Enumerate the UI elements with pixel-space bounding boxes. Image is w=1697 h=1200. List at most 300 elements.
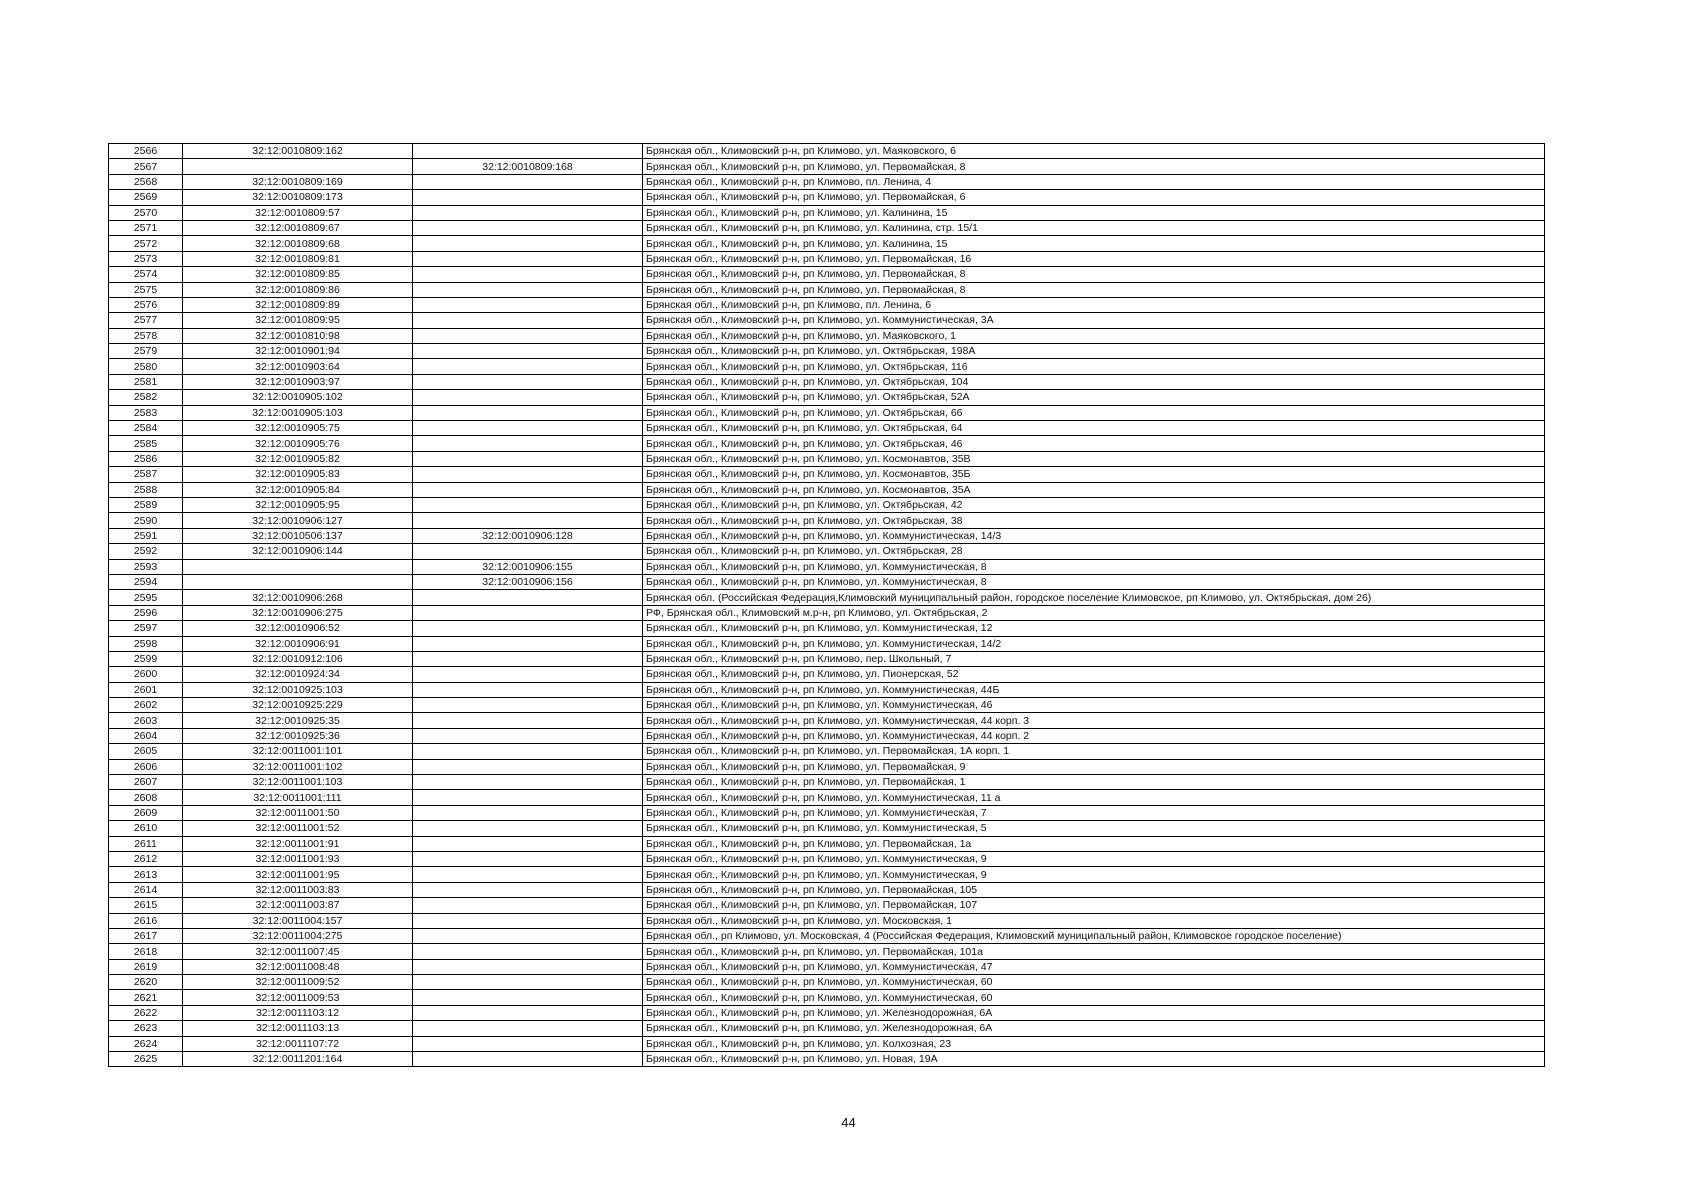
cadastral-number-cell: 32:12:0010924:34 xyxy=(183,667,413,682)
row-number-cell: 2588 xyxy=(109,482,183,497)
row-number-cell: 2595 xyxy=(109,590,183,605)
related-cadastral-number-cell xyxy=(413,744,643,759)
cadastral-number-cell: 32:12:0011009:52 xyxy=(183,975,413,990)
cadastral-number-cell: 32:12:0011103:13 xyxy=(183,1021,413,1036)
related-cadastral-number-cell xyxy=(413,667,643,682)
table-row xyxy=(109,528,1545,543)
address-cell: Брянская обл., Климовский р-н, рп Климово, ул. Первомайская, 1а xyxy=(643,836,1545,851)
table-row xyxy=(109,667,1545,682)
row-number-cell: 2621 xyxy=(109,990,183,1005)
related-cadastral-number-cell xyxy=(413,913,643,928)
table-row xyxy=(109,482,1545,497)
address-cell: Брянская обл., Климовский р-н, рп Климово, ул. Коммунистическая, 3А xyxy=(643,313,1545,328)
related-cadastral-number-cell xyxy=(413,882,643,897)
address-cell: Брянская обл., Климовский р-н, рп Климово, ул. Новая, 19А xyxy=(643,1052,1545,1067)
address-cell: Брянская обл. (Российская Федерация,Климовский муниципальный район, городское поселение Климовское, рп Климово, ул. Октябрьская, дом 26) xyxy=(643,590,1545,605)
cadastral-number-cell: 32:12:0010925:229 xyxy=(183,698,413,713)
related-cadastral-number-cell xyxy=(413,267,643,282)
related-cadastral-number-cell xyxy=(413,405,643,420)
address-cell: Брянская обл., Климовский р-н, рп Климово, ул. Коммунистическая, 5 xyxy=(643,821,1545,836)
related-cadastral-number-cell xyxy=(413,374,643,389)
table-row xyxy=(109,898,1545,913)
cadastral-number-cell: 32:12:0010903:97 xyxy=(183,374,413,389)
address-cell: Брянская обл., Климовский р-н, рп Климово, ул. Маяковского, 1 xyxy=(643,328,1545,343)
address-cell: Брянская обл., Климовский р-н, рп Климово, ул. Коммунистическая, 8 xyxy=(643,574,1545,589)
related-cadastral-number-cell xyxy=(413,867,643,882)
table-row xyxy=(109,698,1545,713)
row-number-cell: 2575 xyxy=(109,282,183,297)
row-number-cell: 2619 xyxy=(109,959,183,974)
related-cadastral-number-cell xyxy=(413,313,643,328)
cadastral-number-cell: 32:12:0010905:84 xyxy=(183,482,413,497)
row-number-cell: 2616 xyxy=(109,913,183,928)
address-cell: Брянская обл., Климовский р-н, рп Климово, ул. Октябрьская, 66 xyxy=(643,405,1545,420)
address-cell: Брянская обл., Климовский р-н, рп Климово, ул. Коммунистическая, 47 xyxy=(643,959,1545,974)
table-row xyxy=(109,1005,1545,1020)
row-number-cell: 2591 xyxy=(109,528,183,543)
row-number-cell: 2612 xyxy=(109,851,183,866)
related-cadastral-number-cell: 32:12:0010906:155 xyxy=(413,559,643,574)
related-cadastral-number-cell xyxy=(413,251,643,266)
row-number-cell: 2590 xyxy=(109,513,183,528)
table-row xyxy=(109,190,1545,205)
address-cell: Брянская обл., Климовский р-н, рп Климово, ул. Железнодорожная, 6А xyxy=(643,1021,1545,1036)
related-cadastral-number-cell xyxy=(413,636,643,651)
table-row xyxy=(109,544,1545,559)
cadastral-number-cell: 32:12:0011008:48 xyxy=(183,959,413,974)
cadastral-number-cell: 32:12:0011107:72 xyxy=(183,1036,413,1051)
related-cadastral-number-cell xyxy=(413,513,643,528)
row-number-cell: 2608 xyxy=(109,790,183,805)
address-cell: Брянская обл., Климовский р-н, рп Климово, ул. Октябрьская, 104 xyxy=(643,374,1545,389)
table-row xyxy=(109,451,1545,466)
cadastral-number-cell: 32:12:0010906:91 xyxy=(183,636,413,651)
related-cadastral-number-cell xyxy=(413,144,643,159)
row-number-cell: 2601 xyxy=(109,682,183,697)
address-cell: Брянская обл., Климовский р-н, рп Климово, ул. Октябрьская, 52А xyxy=(643,390,1545,405)
cadastral-number-cell: 32:12:0010809:85 xyxy=(183,267,413,282)
row-number-cell: 2576 xyxy=(109,297,183,312)
related-cadastral-number-cell xyxy=(413,1052,643,1067)
table-row xyxy=(109,159,1545,174)
cadastral-number-cell: 32:12:0011001:50 xyxy=(183,805,413,820)
row-number-cell: 2605 xyxy=(109,744,183,759)
cadastral-number-cell: 32:12:0010905:83 xyxy=(183,467,413,482)
address-cell: Брянская обл., Климовский р-н, рп Климово, ул. Первомайская, 8 xyxy=(643,159,1545,174)
related-cadastral-number-cell xyxy=(413,975,643,990)
related-cadastral-number-cell xyxy=(413,1005,643,1020)
table-row xyxy=(109,790,1545,805)
address-cell: Брянская обл., Климовский р-н, рп Климово, ул. Октябрьская, 198А xyxy=(643,344,1545,359)
row-number-cell: 2572 xyxy=(109,236,183,251)
cadastral-number-cell xyxy=(183,574,413,589)
row-number-cell: 2589 xyxy=(109,497,183,512)
table-row xyxy=(109,513,1545,528)
table-row xyxy=(109,928,1545,943)
address-cell: Брянская обл., Климовский р-н, рп Климово, ул. Коммунистическая, 44 корп. 3 xyxy=(643,713,1545,728)
address-cell: Брянская обл., Климовский р-н, рп Климово, пер. Школьный, 7 xyxy=(643,651,1545,666)
table-row xyxy=(109,497,1545,512)
row-number-cell: 2582 xyxy=(109,390,183,405)
address-cell: Брянская обл., Климовский р-н, рп Климово, ул. Коммунистическая, 44Б xyxy=(643,682,1545,697)
address-cell: Брянская обл., Климовский р-н, рп Климово, ул. Колхозная, 23 xyxy=(643,1036,1545,1051)
row-number-cell: 2579 xyxy=(109,344,183,359)
address-cell: Брянская обл., Климовский р-н, рп Климово, ул. Первомайская, 1 xyxy=(643,775,1545,790)
cadastral-number-cell: 32:12:0010906:275 xyxy=(183,605,413,620)
address-cell: Брянская обл., Климовский р-н, рп Климово, ул. Первомайская, 101а xyxy=(643,944,1545,959)
cadastral-number-cell: 32:12:0010809:169 xyxy=(183,174,413,189)
address-cell: Брянская обл., Климовский р-н, рп Климово, пл. Ленина, 6 xyxy=(643,297,1545,312)
related-cadastral-number-cell xyxy=(413,205,643,220)
cadastral-number-cell: 32:12:0011001:91 xyxy=(183,836,413,851)
related-cadastral-number-cell xyxy=(413,959,643,974)
row-number-cell: 2625 xyxy=(109,1052,183,1067)
table-row xyxy=(109,390,1545,405)
row-number-cell: 2566 xyxy=(109,144,183,159)
address-cell: Брянская обл., Климовский р-н, рп Климово, ул. Первомайская, 6 xyxy=(643,190,1545,205)
address-cell: Брянская обл., Климовский р-н, рп Климово, ул. Первомайская, 105 xyxy=(643,882,1545,897)
row-number-cell: 2598 xyxy=(109,636,183,651)
table-row xyxy=(109,590,1545,605)
cadastral-number-cell: 32:12:0011004:157 xyxy=(183,913,413,928)
table-row xyxy=(109,836,1545,851)
table-row xyxy=(109,236,1545,251)
row-number-cell: 2618 xyxy=(109,944,183,959)
cadastral-number-cell: 32:12:0011001:52 xyxy=(183,821,413,836)
address-cell: Брянская обл., Климовский р-н, рп Климово, ул. Железнодорожная, 6А xyxy=(643,1005,1545,1020)
row-number-cell: 2584 xyxy=(109,421,183,436)
cadastral-number-cell: 32:12:0011001:102 xyxy=(183,759,413,774)
table-row xyxy=(109,220,1545,235)
related-cadastral-number-cell xyxy=(413,344,643,359)
table-row xyxy=(109,913,1545,928)
address-cell: Брянская обл., Климовский р-н, рп Климово, ул. Космонавтов, 35А xyxy=(643,482,1545,497)
cadastral-number-cell: 32:12:0010906:144 xyxy=(183,544,413,559)
cadastral-number-cell: 32:12:0010905:103 xyxy=(183,405,413,420)
related-cadastral-number-cell xyxy=(413,436,643,451)
cadastral-number-cell: 32:12:0010809:57 xyxy=(183,205,413,220)
related-cadastral-number-cell xyxy=(413,621,643,636)
cadastral-number-cell: 32:12:0011001:111 xyxy=(183,790,413,805)
table-row xyxy=(109,821,1545,836)
related-cadastral-number-cell xyxy=(413,713,643,728)
address-cell: Брянская обл., Климовский р-н, рп Климово, ул. Коммунистическая, 9 xyxy=(643,851,1545,866)
related-cadastral-number-cell xyxy=(413,497,643,512)
address-cell: Брянская обл., Климовский р-н, рп Климово, ул. Первомайская, 8 xyxy=(643,267,1545,282)
cadastral-number-cell: 32:12:0010809:81 xyxy=(183,251,413,266)
row-number-cell: 2593 xyxy=(109,559,183,574)
row-number-cell: 2580 xyxy=(109,359,183,374)
related-cadastral-number-cell xyxy=(413,390,643,405)
related-cadastral-number-cell: 32:12:0010906:128 xyxy=(413,528,643,543)
cadastral-number-cell: 32:12:0010809:95 xyxy=(183,313,413,328)
cadastral-number-cell: 32:12:0011004:275 xyxy=(183,928,413,943)
cadastral-number-cell: 32:12:0010912:106 xyxy=(183,651,413,666)
table-row xyxy=(109,297,1545,312)
table-row xyxy=(109,436,1545,451)
related-cadastral-number-cell xyxy=(413,297,643,312)
address-cell: Брянская обл., Климовский р-н, рп Климово, ул. Маяковского, 6 xyxy=(643,144,1545,159)
cadastral-number-cell: 32:12:0010905:76 xyxy=(183,436,413,451)
table-row xyxy=(109,944,1545,959)
row-number-cell: 2603 xyxy=(109,713,183,728)
row-number-cell: 2622 xyxy=(109,1005,183,1020)
related-cadastral-number-cell xyxy=(413,421,643,436)
related-cadastral-number-cell xyxy=(413,698,643,713)
related-cadastral-number-cell xyxy=(413,775,643,790)
address-cell: Брянская обл., Климовский р-н, рп Климово, ул. Коммунистическая, 60 xyxy=(643,990,1545,1005)
cadastral-number-cell: 32:12:0011103:12 xyxy=(183,1005,413,1020)
address-cell: Брянская обл., Климовский р-н, рп Климово, ул. Октябрьская, 42 xyxy=(643,497,1545,512)
table-row xyxy=(109,851,1545,866)
address-cell: Брянская обл., Климовский р-н, рп Климово, ул. Октябрьская, 38 xyxy=(643,513,1545,528)
table-row xyxy=(109,421,1545,436)
row-number-cell: 2594 xyxy=(109,574,183,589)
row-number-cell: 2599 xyxy=(109,651,183,666)
table-row xyxy=(109,882,1545,897)
cadastral-number-cell: 32:12:0010809:67 xyxy=(183,220,413,235)
table-row xyxy=(109,621,1545,636)
row-number-cell: 2585 xyxy=(109,436,183,451)
address-cell: Брянская обл., Климовский р-н, рп Климово, ул. Коммунистическая, 11 а xyxy=(643,790,1545,805)
cadastral-number-cell: 32:12:0010925:103 xyxy=(183,682,413,697)
cadastral-number-cell: 32:12:0011001:101 xyxy=(183,744,413,759)
address-cell: Брянская обл., Климовский р-н, рп Климово, ул. Московская, 1 xyxy=(643,913,1545,928)
related-cadastral-number-cell xyxy=(413,1021,643,1036)
related-cadastral-number-cell xyxy=(413,944,643,959)
cadastral-number-cell: 32:12:0010809:173 xyxy=(183,190,413,205)
cadastral-number-cell: 32:12:0010906:52 xyxy=(183,621,413,636)
address-cell: РФ, Брянская обл., Климовский м.р-н, рп Климово, ул. Октябрьская, 2 xyxy=(643,605,1545,620)
cadastral-number-cell: 32:12:0011007:45 xyxy=(183,944,413,959)
row-number-cell: 2611 xyxy=(109,836,183,851)
address-cell: Брянская обл., Климовский р-н, рп Климово, ул. Пионерская, 52 xyxy=(643,667,1545,682)
related-cadastral-number-cell xyxy=(413,836,643,851)
table-row xyxy=(109,1052,1545,1067)
address-cell: Брянская обл., Климовский р-н, рп Климово, ул. Октябрьская, 28 xyxy=(643,544,1545,559)
table-body xyxy=(109,144,1545,1067)
row-number-cell: 2569 xyxy=(109,190,183,205)
row-number-cell: 2586 xyxy=(109,451,183,466)
table-row xyxy=(109,359,1545,374)
table-row xyxy=(109,328,1545,343)
row-number-cell: 2623 xyxy=(109,1021,183,1036)
related-cadastral-number-cell xyxy=(413,821,643,836)
row-number-cell: 2592 xyxy=(109,544,183,559)
row-number-cell: 2609 xyxy=(109,805,183,820)
cadastral-number-cell: 32:12:0010809:68 xyxy=(183,236,413,251)
table-row xyxy=(109,374,1545,389)
related-cadastral-number-cell xyxy=(413,328,643,343)
address-cell: Брянская обл., Климовский р-н, рп Климово, ул. Октябрьская, 46 xyxy=(643,436,1545,451)
table-row xyxy=(109,775,1545,790)
related-cadastral-number-cell xyxy=(413,990,643,1005)
row-number-cell: 2600 xyxy=(109,667,183,682)
table-row xyxy=(109,744,1545,759)
table-row xyxy=(109,713,1545,728)
row-number-cell: 2614 xyxy=(109,882,183,897)
cadastral-number-cell: 32:12:0011201:164 xyxy=(183,1052,413,1067)
address-cell: Брянская обл., Климовский р-н, рп Климово, пл. Ленина, 4 xyxy=(643,174,1545,189)
related-cadastral-number-cell xyxy=(413,544,643,559)
cadastral-number-cell: 32:12:0010809:162 xyxy=(183,144,413,159)
row-number-cell: 2613 xyxy=(109,867,183,882)
address-cell: Брянская обл., Климовский р-н, рп Климово, ул. Первомайская, 9 xyxy=(643,759,1545,774)
related-cadastral-number-cell xyxy=(413,359,643,374)
related-cadastral-number-cell: 32:12:0010809:168 xyxy=(413,159,643,174)
table-row xyxy=(109,867,1545,882)
table-row xyxy=(109,467,1545,482)
row-number-cell: 2602 xyxy=(109,698,183,713)
address-cell: Брянская обл., Климовский р-н, рп Климово, ул. Коммунистическая, 44 корп. 2 xyxy=(643,728,1545,743)
table-row xyxy=(109,959,1545,974)
address-cell: Брянская обл., Климовский р-н, рп Климово, ул. Коммунистическая, 46 xyxy=(643,698,1545,713)
related-cadastral-number-cell xyxy=(413,651,643,666)
table-row xyxy=(109,144,1545,159)
address-cell: Брянская обл., Климовский р-н, рп Климово, ул. Первомайская, 107 xyxy=(643,898,1545,913)
related-cadastral-number-cell: 32:12:0010906:156 xyxy=(413,574,643,589)
row-number-cell: 2615 xyxy=(109,898,183,913)
row-number-cell: 2571 xyxy=(109,220,183,235)
address-cell: Брянская обл., Климовский р-н, рп Климово, ул. Коммунистическая, 14/3 xyxy=(643,528,1545,543)
address-cell: Брянская обл., Климовский р-н, рп Климово, ул. Коммунистическая, 9 xyxy=(643,867,1545,882)
cadastral-number-cell: 32:12:0010906:268 xyxy=(183,590,413,605)
row-number-cell: 2568 xyxy=(109,174,183,189)
related-cadastral-number-cell xyxy=(413,728,643,743)
row-number-cell: 2610 xyxy=(109,821,183,836)
address-cell: Брянская обл., Климовский р-н, рп Климово, ул. Первомайская, 1А корп. 1 xyxy=(643,744,1545,759)
address-cell: Брянская обл., Климовский р-н, рп Климово, ул. Коммунистическая, 14/2 xyxy=(643,636,1545,651)
table-row xyxy=(109,313,1545,328)
cadastral-number-cell: 32:12:0010905:75 xyxy=(183,421,413,436)
cadastral-number-cell: 32:12:0010905:82 xyxy=(183,451,413,466)
row-number-cell: 2578 xyxy=(109,328,183,343)
address-cell: Брянская обл., Климовский р-н, рп Климово, ул. Октябрьская, 64 xyxy=(643,421,1545,436)
table-row xyxy=(109,405,1545,420)
row-number-cell: 2604 xyxy=(109,728,183,743)
cadastral-number-cell: 32:12:0011003:83 xyxy=(183,882,413,897)
address-cell: Брянская обл., Климовский р-н, рп Климово, ул. Коммунистическая, 60 xyxy=(643,975,1545,990)
table-row xyxy=(109,636,1545,651)
row-number-cell: 2596 xyxy=(109,605,183,620)
related-cadastral-number-cell xyxy=(413,759,643,774)
related-cadastral-number-cell xyxy=(413,282,643,297)
row-number-cell: 2570 xyxy=(109,205,183,220)
related-cadastral-number-cell xyxy=(413,605,643,620)
related-cadastral-number-cell xyxy=(413,805,643,820)
related-cadastral-number-cell xyxy=(413,236,643,251)
data-table xyxy=(108,143,1545,1067)
cadastral-number-cell: 32:12:0010809:86 xyxy=(183,282,413,297)
row-number-cell: 2587 xyxy=(109,467,183,482)
address-cell: Брянская обл., Климовский р-н, рп Климово, ул. Первомайская, 8 xyxy=(643,282,1545,297)
related-cadastral-number-cell xyxy=(413,482,643,497)
address-cell: Брянская обл., Климовский р-н, рп Климово, ул. Калинина, 15 xyxy=(643,236,1545,251)
related-cadastral-number-cell xyxy=(413,220,643,235)
address-cell: Брянская обл., рп Климово, ул. Московская, 4 (Российская Федерация, Климовский муниципальный район, Климовское городское поселение) xyxy=(643,928,1545,943)
cadastral-number-cell: 32:12:0011001:93 xyxy=(183,851,413,866)
table-row xyxy=(109,267,1545,282)
address-cell: Брянская обл., Климовский р-н, рп Климово, ул. Космонавтов, 35Б xyxy=(643,467,1545,482)
table-row xyxy=(109,205,1545,220)
address-cell: Брянская обл., Климовский р-н, рп Климово, ул. Коммунистическая, 8 xyxy=(643,559,1545,574)
table-row xyxy=(109,174,1545,189)
cadastral-number-cell: 32:12:0010925:35 xyxy=(183,713,413,728)
table-row xyxy=(109,682,1545,697)
related-cadastral-number-cell xyxy=(413,590,643,605)
table-row xyxy=(109,990,1545,1005)
row-number-cell: 2567 xyxy=(109,159,183,174)
address-cell: Брянская обл., Климовский р-н, рп Климово, ул. Октябрьская, 116 xyxy=(643,359,1545,374)
row-number-cell: 2581 xyxy=(109,374,183,389)
cadastral-number-cell: 32:12:0010905:95 xyxy=(183,497,413,512)
table-row xyxy=(109,1021,1545,1036)
address-cell: Брянская обл., Климовский р-н, рп Климово, ул. Коммунистическая, 12 xyxy=(643,621,1545,636)
related-cadastral-number-cell xyxy=(413,451,643,466)
row-number-cell: 2606 xyxy=(109,759,183,774)
address-cell: Брянская обл., Климовский р-н, рп Климово, ул. Первомайская, 16 xyxy=(643,251,1545,266)
cadastral-number-cell xyxy=(183,159,413,174)
related-cadastral-number-cell xyxy=(413,851,643,866)
related-cadastral-number-cell xyxy=(413,1036,643,1051)
row-number-cell: 2617 xyxy=(109,928,183,943)
related-cadastral-number-cell xyxy=(413,467,643,482)
table-row xyxy=(109,559,1545,574)
table-row xyxy=(109,805,1545,820)
cadastral-number-cell: 32:12:0011003:87 xyxy=(183,898,413,913)
row-number-cell: 2574 xyxy=(109,267,183,282)
related-cadastral-number-cell xyxy=(413,928,643,943)
table-row xyxy=(109,574,1545,589)
cadastral-number-cell: 32:12:0010901:94 xyxy=(183,344,413,359)
row-number-cell: 2573 xyxy=(109,251,183,266)
table-row xyxy=(109,728,1545,743)
table-row xyxy=(109,975,1545,990)
related-cadastral-number-cell xyxy=(413,682,643,697)
address-cell: Брянская обл., Климовский р-н, рп Климово, ул. Калинина, 15 xyxy=(643,205,1545,220)
table-row xyxy=(109,759,1545,774)
row-number-cell: 2597 xyxy=(109,621,183,636)
address-cell: Брянская обл., Климовский р-н, рп Климово, ул. Калинина, стр. 15/1 xyxy=(643,220,1545,235)
cadastral-number-cell: 32:12:0010906:127 xyxy=(183,513,413,528)
table-row xyxy=(109,605,1545,620)
related-cadastral-number-cell xyxy=(413,174,643,189)
cadastral-number-cell: 32:12:0011009:53 xyxy=(183,990,413,1005)
row-number-cell: 2583 xyxy=(109,405,183,420)
table-row xyxy=(109,282,1545,297)
address-cell: Брянская обл., Климовский р-н, рп Климово, ул. Коммунистическая, 7 xyxy=(643,805,1545,820)
table-row xyxy=(109,1036,1545,1051)
cadastral-number-cell: 32:12:0010905:102 xyxy=(183,390,413,405)
cadastral-number-cell: 32:12:0010506:137 xyxy=(183,528,413,543)
table-row xyxy=(109,651,1545,666)
cadastral-number-cell: 32:12:0010810:98 xyxy=(183,328,413,343)
cadastral-number-cell: 32:12:0011001:95 xyxy=(183,867,413,882)
table-row xyxy=(109,344,1545,359)
cadastral-number-cell: 32:12:0011001:103 xyxy=(183,775,413,790)
related-cadastral-number-cell xyxy=(413,898,643,913)
cadastral-number-cell: 32:12:0010925:36 xyxy=(183,728,413,743)
page-number: 44 xyxy=(841,1115,856,1130)
related-cadastral-number-cell xyxy=(413,790,643,805)
table-row xyxy=(109,251,1545,266)
cadastral-number-cell: 32:12:0010809:89 xyxy=(183,297,413,312)
row-number-cell: 2577 xyxy=(109,313,183,328)
cadastral-number-cell xyxy=(183,559,413,574)
related-cadastral-number-cell xyxy=(413,190,643,205)
row-number-cell: 2620 xyxy=(109,975,183,990)
cadastral-number-cell: 32:12:0010903:64 xyxy=(183,359,413,374)
